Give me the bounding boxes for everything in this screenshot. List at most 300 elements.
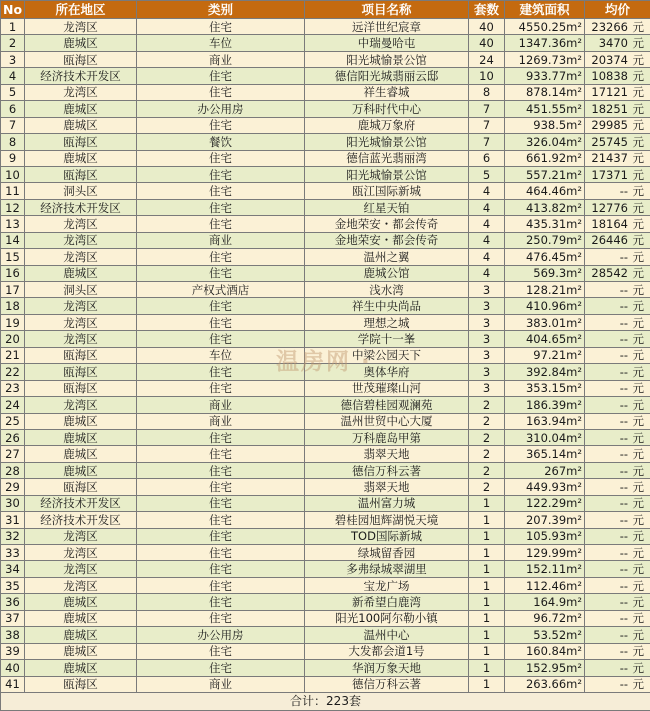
cell-units: 2: [469, 462, 505, 478]
price-unit: 元: [632, 134, 644, 149]
table-row: [1, 413, 650, 429]
cell-category: 住宅: [137, 166, 305, 182]
cell-price: [585, 577, 650, 593]
cell-district: 鹿城区: [25, 660, 137, 676]
price-value: --: [619, 595, 628, 610]
table-row: [1, 199, 650, 215]
cell-project: 鹿城万象府: [305, 117, 469, 133]
price-value: --: [619, 479, 628, 494]
cell-project: 翡翠天地: [305, 446, 469, 462]
cell-category: 住宅: [137, 314, 305, 330]
table-row: [1, 676, 650, 692]
cell-district: 经济技术开发区: [25, 512, 137, 528]
cell-project: 德信万科云著: [305, 676, 469, 692]
price-value: --: [619, 397, 628, 412]
cell-area: 569.3m²: [505, 265, 585, 281]
cell-area: 413.82m²: [505, 199, 585, 215]
cell-no: 10: [1, 166, 25, 182]
cell-category: 住宅: [137, 446, 305, 462]
cell-price: [585, 413, 650, 429]
cell-category: 办公用房: [137, 101, 305, 117]
cell-no: 25: [1, 413, 25, 429]
cell-district: 鹿城区: [25, 594, 137, 610]
cell-district: 龙湾区: [25, 249, 137, 265]
cell-project: 新希望白鹿湾: [305, 594, 469, 610]
table-row: [1, 35, 650, 51]
price-unit: 元: [632, 627, 644, 642]
cell-units: 1: [469, 561, 505, 577]
cell-no: 35: [1, 577, 25, 593]
cell-district: 鹿城区: [25, 265, 137, 281]
cell-no: 24: [1, 397, 25, 413]
price-unit: 元: [632, 578, 644, 593]
cell-category: 住宅: [137, 429, 305, 445]
table-row: [1, 512, 650, 528]
cell-project: 华润万象天地: [305, 660, 469, 676]
cell-price: [585, 512, 650, 528]
cell-project: 大发都会道1号: [305, 643, 469, 659]
price-unit: 元: [632, 529, 644, 544]
cell-price: [585, 84, 650, 100]
price-value: 3470: [598, 36, 628, 51]
cell-price: [585, 627, 650, 643]
price-value: --: [619, 627, 628, 642]
table-row: [1, 68, 650, 84]
table-row: [1, 134, 650, 150]
table-row: [1, 446, 650, 462]
table-row: [1, 347, 650, 363]
cell-district: 龙湾区: [25, 545, 137, 561]
cell-project: 远洋世纪宸章: [305, 19, 469, 35]
cell-no: 31: [1, 512, 25, 528]
cell-district: 瓯海区: [25, 479, 137, 495]
price-value: --: [619, 364, 628, 379]
cell-area: 122.29m²: [505, 495, 585, 511]
cell-project: 祥生中央尚品: [305, 298, 469, 314]
cell-price: [585, 561, 650, 577]
cell-no: 28: [1, 462, 25, 478]
table-row: [1, 528, 650, 544]
cell-no: 40: [1, 660, 25, 676]
price-value: 17371: [591, 167, 628, 182]
cell-units: 7: [469, 117, 505, 133]
cell-project: 温州之翼: [305, 249, 469, 265]
cell-no: 20: [1, 331, 25, 347]
price-unit: 元: [632, 299, 644, 314]
cell-area: 267m²: [505, 462, 585, 478]
cell-units: 6: [469, 150, 505, 166]
table-row: [1, 183, 650, 199]
cell-no: 11: [1, 183, 25, 199]
cell-no: 22: [1, 364, 25, 380]
price-value: 20374: [591, 52, 628, 67]
cell-district: 龙湾区: [25, 298, 137, 314]
cell-district: 龙湾区: [25, 314, 137, 330]
price-unit: 元: [632, 479, 644, 494]
cell-district: 鹿城区: [25, 101, 137, 117]
cell-price: [585, 117, 650, 133]
price-unit: 元: [632, 545, 644, 560]
cell-price: [585, 495, 650, 511]
cell-units: 4: [469, 265, 505, 281]
cell-area: 353.15m²: [505, 380, 585, 396]
price-unit: 元: [632, 496, 644, 511]
cell-project: 阳光城愉景公馆: [305, 134, 469, 150]
table-row: [1, 610, 650, 626]
price-unit: 元: [632, 101, 644, 116]
cell-category: 住宅: [137, 19, 305, 35]
cell-no: 17: [1, 282, 25, 298]
cell-area: 365.14m²: [505, 446, 585, 462]
price-unit: 元: [632, 118, 644, 133]
cell-units: 1: [469, 676, 505, 692]
cell-district: 瓯海区: [25, 364, 137, 380]
cell-category: 住宅: [137, 216, 305, 232]
price-unit: 元: [632, 562, 644, 577]
price-unit: 元: [632, 660, 644, 675]
cell-area: 163.94m²: [505, 413, 585, 429]
cell-area: 1269.73m²: [505, 51, 585, 67]
price-value: 29985: [591, 118, 628, 133]
cell-category: 商业: [137, 676, 305, 692]
cell-project: 温州富力城: [305, 495, 469, 511]
price-value: --: [619, 463, 628, 478]
cell-area: 404.65m²: [505, 331, 585, 347]
cell-price: [585, 265, 650, 281]
cell-project: 德信蓝光翡丽湾: [305, 150, 469, 166]
cell-no: 38: [1, 627, 25, 643]
cell-category: 住宅: [137, 84, 305, 100]
table-row: [1, 660, 650, 676]
cell-project: 鹿城公馆: [305, 265, 469, 281]
cell-project: 中瑞曼哈屯: [305, 35, 469, 51]
cell-no: 37: [1, 610, 25, 626]
cell-price: [585, 249, 650, 265]
cell-district: 龙湾区: [25, 577, 137, 593]
cell-category: 住宅: [137, 199, 305, 215]
price-value: --: [619, 578, 628, 593]
cell-area: 557.21m²: [505, 166, 585, 182]
table-row: [1, 495, 650, 511]
cell-district: 洞头区: [25, 183, 137, 199]
price-unit: 元: [632, 69, 644, 84]
table-row: [1, 232, 650, 248]
cell-area: 383.01m²: [505, 314, 585, 330]
table-row: [1, 364, 650, 380]
cell-category: 住宅: [137, 643, 305, 659]
cell-area: 152.95m²: [505, 660, 585, 676]
price-value: --: [619, 299, 628, 314]
cell-district: 龙湾区: [25, 84, 137, 100]
cell-project: TOD国际新城: [305, 528, 469, 544]
cell-units: 1: [469, 528, 505, 544]
table-row: [1, 51, 650, 67]
cell-project: 万科鹿岛甲第: [305, 429, 469, 445]
cell-no: 27: [1, 446, 25, 462]
cell-units: 1: [469, 495, 505, 511]
cell-no: 30: [1, 495, 25, 511]
price-value: 28542: [591, 266, 628, 281]
price-unit: 元: [632, 595, 644, 610]
cell-no: 13: [1, 216, 25, 232]
price-value: --: [619, 677, 628, 692]
cell-price: [585, 101, 650, 117]
cell-units: 1: [469, 512, 505, 528]
cell-district: 鹿城区: [25, 446, 137, 462]
cell-area: 53.52m²: [505, 627, 585, 643]
cell-no: 8: [1, 134, 25, 150]
price-unit: 元: [632, 266, 644, 281]
cell-units: 3: [469, 331, 505, 347]
cell-units: 3: [469, 380, 505, 396]
price-value: --: [619, 562, 628, 577]
price-value: --: [619, 430, 628, 445]
cell-units: 2: [469, 429, 505, 445]
table-row: [1, 314, 650, 330]
cell-price: [585, 462, 650, 478]
table-row: [1, 84, 650, 100]
cell-area: 933.77m²: [505, 68, 585, 84]
cell-no: 2: [1, 35, 25, 51]
price-unit: 元: [632, 19, 644, 34]
cell-units: 3: [469, 347, 505, 363]
table-row: [1, 166, 650, 182]
cell-district: 洞头区: [25, 282, 137, 298]
cell-area: 476.45m²: [505, 249, 585, 265]
cell-price: [585, 347, 650, 363]
cell-area: 105.93m²: [505, 528, 585, 544]
cell-project: 宝龙广场: [305, 577, 469, 593]
cell-units: 1: [469, 577, 505, 593]
price-unit: 元: [632, 85, 644, 100]
cell-no: 33: [1, 545, 25, 561]
cell-units: 2: [469, 446, 505, 462]
cell-category: 商业: [137, 232, 305, 248]
cell-category: 商业: [137, 51, 305, 67]
cell-price: [585, 183, 650, 199]
cell-price: [585, 51, 650, 67]
header-category: 类别: [137, 1, 305, 19]
cell-no: 16: [1, 265, 25, 281]
cell-area: 661.92m²: [505, 150, 585, 166]
cell-category: 住宅: [137, 331, 305, 347]
cell-no: 19: [1, 314, 25, 330]
cell-project: 金地荣安・都会传奇: [305, 232, 469, 248]
cell-area: 97.21m²: [505, 347, 585, 363]
cell-project: 温州中心: [305, 627, 469, 643]
cell-project: 绿城留香园: [305, 545, 469, 561]
cell-project: 浅水湾: [305, 282, 469, 298]
price-value: 18164: [591, 216, 628, 231]
cell-area: 152.11m²: [505, 561, 585, 577]
cell-area: 112.46m²: [505, 577, 585, 593]
cell-no: 32: [1, 528, 25, 544]
cell-price: [585, 643, 650, 659]
price-unit: 元: [632, 282, 644, 297]
cell-district: 鹿城区: [25, 35, 137, 51]
cell-project: 红星天铂: [305, 199, 469, 215]
cell-district: 瓯海区: [25, 134, 137, 150]
cell-project: 金地荣安・都会传奇: [305, 216, 469, 232]
table-row: [1, 397, 650, 413]
cell-price: [585, 446, 650, 462]
table-row: [1, 265, 650, 281]
price-value: --: [619, 348, 628, 363]
cell-district: 龙湾区: [25, 19, 137, 35]
cell-district: 龙湾区: [25, 331, 137, 347]
cell-price: [585, 429, 650, 445]
cell-units: 24: [469, 51, 505, 67]
cell-category: 住宅: [137, 577, 305, 593]
cell-district: 鹿城区: [25, 627, 137, 643]
price-unit: 元: [632, 447, 644, 462]
table-row: [1, 298, 650, 314]
cell-units: 3: [469, 282, 505, 298]
price-unit: 元: [632, 332, 644, 347]
header-project: 项目名称: [305, 1, 469, 19]
price-value: --: [619, 447, 628, 462]
cell-district: 龙湾区: [25, 232, 137, 248]
price-unit: 元: [632, 315, 644, 330]
watermark-logo: 温房网 ·: [276, 349, 372, 375]
price-unit: 元: [632, 249, 644, 264]
cell-category: 住宅: [137, 68, 305, 84]
cell-no: 29: [1, 479, 25, 495]
cell-price: [585, 331, 650, 347]
cell-no: 9: [1, 150, 25, 166]
cell-district: 龙湾区: [25, 216, 137, 232]
cell-price: [585, 232, 650, 248]
cell-units: 1: [469, 627, 505, 643]
cell-no: 34: [1, 561, 25, 577]
table-row: [1, 561, 650, 577]
cell-no: 21: [1, 347, 25, 363]
cell-category: 住宅: [137, 150, 305, 166]
cell-district: 经济技术开发区: [25, 199, 137, 215]
cell-project: 中梁公园天下: [305, 347, 469, 363]
cell-category: 住宅: [137, 594, 305, 610]
cell-category: 住宅: [137, 117, 305, 133]
cell-area: 449.93m²: [505, 479, 585, 495]
cell-price: [585, 479, 650, 495]
cell-category: 住宅: [137, 660, 305, 676]
cell-units: 10: [469, 68, 505, 84]
cell-project: 奥体华府: [305, 364, 469, 380]
cell-units: 4: [469, 183, 505, 199]
cell-price: [585, 545, 650, 561]
price-value: 12776: [591, 200, 628, 215]
cell-category: 住宅: [137, 479, 305, 495]
table-row: [1, 643, 650, 659]
cell-category: 餐饮: [137, 134, 305, 150]
cell-price: [585, 314, 650, 330]
header-area: 建筑面积: [505, 1, 585, 19]
price-unit: 元: [632, 200, 644, 215]
cell-units: 1: [469, 545, 505, 561]
cell-price: [585, 660, 650, 676]
cell-category: 商业: [137, 413, 305, 429]
cell-district: 鹿城区: [25, 150, 137, 166]
cell-district: 鹿城区: [25, 643, 137, 659]
cell-project: 学院十一峯: [305, 331, 469, 347]
cell-category: 车位: [137, 347, 305, 363]
price-value: 17121: [591, 85, 628, 100]
cell-no: 41: [1, 676, 25, 692]
cell-no: 4: [1, 68, 25, 84]
cell-units: 3: [469, 364, 505, 380]
header-row: [1, 1, 650, 19]
cell-area: 186.39m²: [505, 397, 585, 413]
cell-units: 2: [469, 413, 505, 429]
cell-district: 龙湾区: [25, 561, 137, 577]
cell-area: 164.9m²: [505, 594, 585, 610]
table-row: [1, 577, 650, 593]
total-row: [1, 692, 650, 710]
cell-no: 15: [1, 249, 25, 265]
cell-district: 经济技术开发区: [25, 495, 137, 511]
cell-no: 7: [1, 117, 25, 133]
cell-area: 129.99m²: [505, 545, 585, 561]
cell-area: 207.39m²: [505, 512, 585, 528]
price-value: --: [619, 529, 628, 544]
cell-no: 6: [1, 101, 25, 117]
cell-project: 德信万科云著: [305, 462, 469, 478]
cell-units: 5: [469, 166, 505, 182]
cell-district: 瓯海区: [25, 166, 137, 182]
cell-area: 435.31m²: [505, 216, 585, 232]
table-row: [1, 331, 650, 347]
cell-area: 128.21m²: [505, 282, 585, 298]
cell-price: [585, 610, 650, 626]
cell-area: 451.55m²: [505, 101, 585, 117]
cell-project: 阳光城愉景公馆: [305, 166, 469, 182]
cell-units: 2: [469, 397, 505, 413]
cell-units: 4: [469, 199, 505, 215]
total-text: 合计：223套: [1, 692, 650, 710]
cell-area: 160.84m²: [505, 643, 585, 659]
table-row: [1, 627, 650, 643]
cell-district: 鹿城区: [25, 610, 137, 626]
cell-price: [585, 364, 650, 380]
price-value: --: [619, 644, 628, 659]
price-value: --: [619, 660, 628, 675]
cell-price: [585, 528, 650, 544]
cell-category: 住宅: [137, 462, 305, 478]
cell-category: 住宅: [137, 528, 305, 544]
price-value: --: [619, 184, 628, 199]
table-row: [1, 117, 650, 133]
price-value: --: [619, 381, 628, 396]
cell-price: [585, 134, 650, 150]
cell-no: 23: [1, 380, 25, 396]
cell-category: 住宅: [137, 298, 305, 314]
price-unit: 元: [632, 52, 644, 67]
cell-price: [585, 594, 650, 610]
cell-category: 住宅: [137, 512, 305, 528]
price-value: --: [619, 496, 628, 511]
cell-price: [585, 150, 650, 166]
price-unit: 元: [632, 348, 644, 363]
cell-project: 世茂璀璨山河: [305, 380, 469, 396]
price-value: 23266: [591, 19, 628, 34]
price-value: 25745: [591, 134, 628, 149]
cell-category: 住宅: [137, 249, 305, 265]
cell-price: [585, 35, 650, 51]
cell-area: 96.72m²: [505, 610, 585, 626]
table-row: [1, 545, 650, 561]
price-unit: 元: [632, 611, 644, 626]
table-row: [1, 101, 650, 117]
